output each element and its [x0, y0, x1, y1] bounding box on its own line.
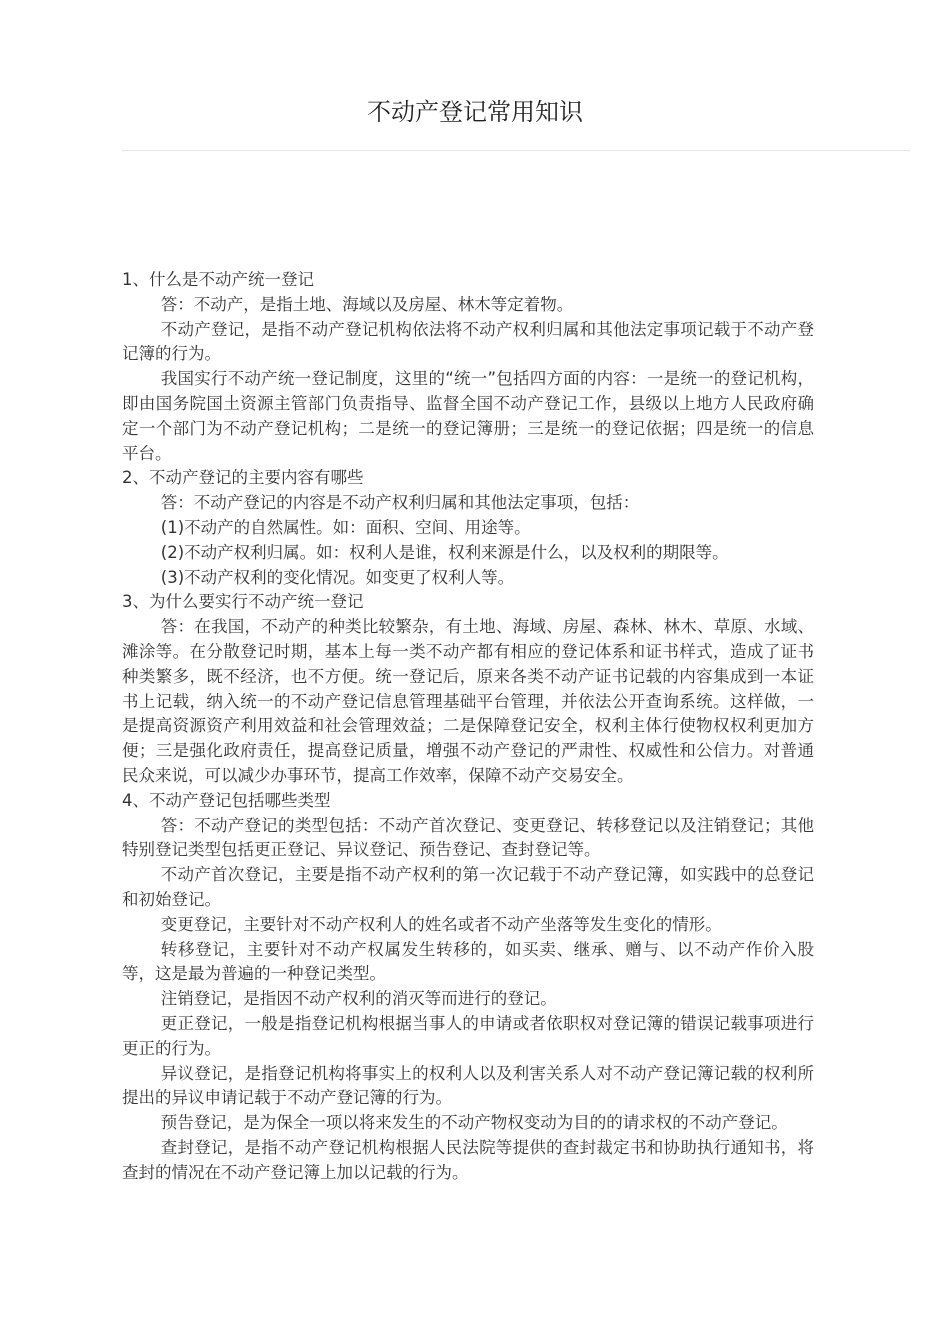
question-heading: 3、为什么要实行不动产统一登记	[122, 592, 364, 612]
answer-paragraph: 异议登记，是指登记机构将事实上的权利人以及利害关系人对不动产登记簿记载的权利所提出的异议申请记载于不动产登记簿的行为。	[122, 1063, 814, 1108]
answer-paragraph: 预告登记，是为保全一项以将来发生的不动产物权变动为目的的请求权的不动产登记。	[160, 1113, 788, 1133]
answer-paragraph: 答：不动产登记的内容是不动产权利归属和其他法定事项，包括：	[160, 493, 640, 513]
question-heading: 1、什么是不动产统一登记	[122, 270, 314, 289]
answer-paragraph: 我国实行不动产统一登记制度，这里的“统一”包括四方面的内容：一是统一的登记机构，即由国务院国土资源主管部门负责指导、监督全国不动产登记工作，县级以上地方人民政府确定一个部门为不动产登记机构；二是统一的登记簿册；三是统一的登记依据；四是统一的信息平台。	[122, 369, 814, 463]
question-heading: 4、不动产登记包括哪些类型	[122, 790, 331, 810]
answer-paragraph: 转移登记，主要针对不动产权属发生转移的，如买卖、继承、赠与、以不动产作价入股等，这是最为普遍的一种登记类型。	[122, 939, 814, 984]
answer-paragraph: (2)不动产权利归属。如：权利人是谁，权利来源是什么，以及权利的期限等。	[160, 542, 729, 562]
question-heading: 2、不动产登记的主要内容有哪些	[122, 468, 364, 488]
article-body	[122, 268, 814, 1185]
page-title: 不动产登记常用知识	[367, 98, 583, 126]
answer-paragraph: 注销登记，是指因不动产权利的消灭等而进行的登记。	[160, 989, 557, 1009]
answer-paragraph: (3)不动产权利的变化情况。如变更了权利人等。	[160, 567, 515, 587]
answer-paragraph: 答：在我国，不动产的种类比较繁杂，有土地、海域、房屋、森林、林木、草原、水域、滩涂等。在分散登记时期，基本上每一类不动产都有相应的登记体系和证书样式，造成了证书种类繁多，既不经济，也不方便。统一登记后，原来各类不动产证书记载的内容集成到一本证书上记载，纳入统一的不动产登记信息管理基础平台管理，并依法公开查询系统。这样做，一是提高资源资产利用效益和社会管理效益；二是保障登记安全，权利主体行使物权权利更加方便；三是强化政府责任，提高登记质量，增强不动产登记的严肃性、权威性和公信力。对普通民众来说，可以减少办事环节，提高工作效率，保障不动产交易安全。	[122, 617, 814, 785]
answer-paragraph: 不动产登记，是指不动产登记机构依法将不动产权利归属和其他法定事项记载于不动产登记簿的行为。	[122, 319, 814, 364]
title-divider	[122, 150, 910, 151]
answer-paragraph: 答：不动产，是指土地、海域以及房屋、林木等定着物。	[160, 294, 574, 314]
answer-paragraph: (1)不动产的自然属性。如：面积、空间、用途等。	[160, 517, 531, 537]
answer-paragraph: 变更登记，主要针对不动产权利人的姓名或者不动产坐落等发生变化的情形。	[160, 914, 722, 934]
answer-paragraph: 更正登记，一般是指登记机构根据当事人的申请或者依职权对登记簿的错误记载事项进行更正的行为。	[122, 1013, 814, 1058]
answer-paragraph: 不动产首次登记，主要是指不动产权利的第一次记载于不动产登记簿，如实践中的总登记和初始登记。	[122, 865, 814, 909]
answer-paragraph: 答：不动产登记的类型包括：不动产首次登记、变更登记、转移登记以及注销登记；其他特别登记类型包括更正登记、异议登记、预告登记、查封登记等。	[122, 815, 814, 860]
answer-paragraph: 查封登记，是指不动产登记机构根据人民法院等提供的查封裁定书和协助执行通知书，将查封的情况在不动产登记簿上加以记载的行为。	[122, 1137, 814, 1182]
